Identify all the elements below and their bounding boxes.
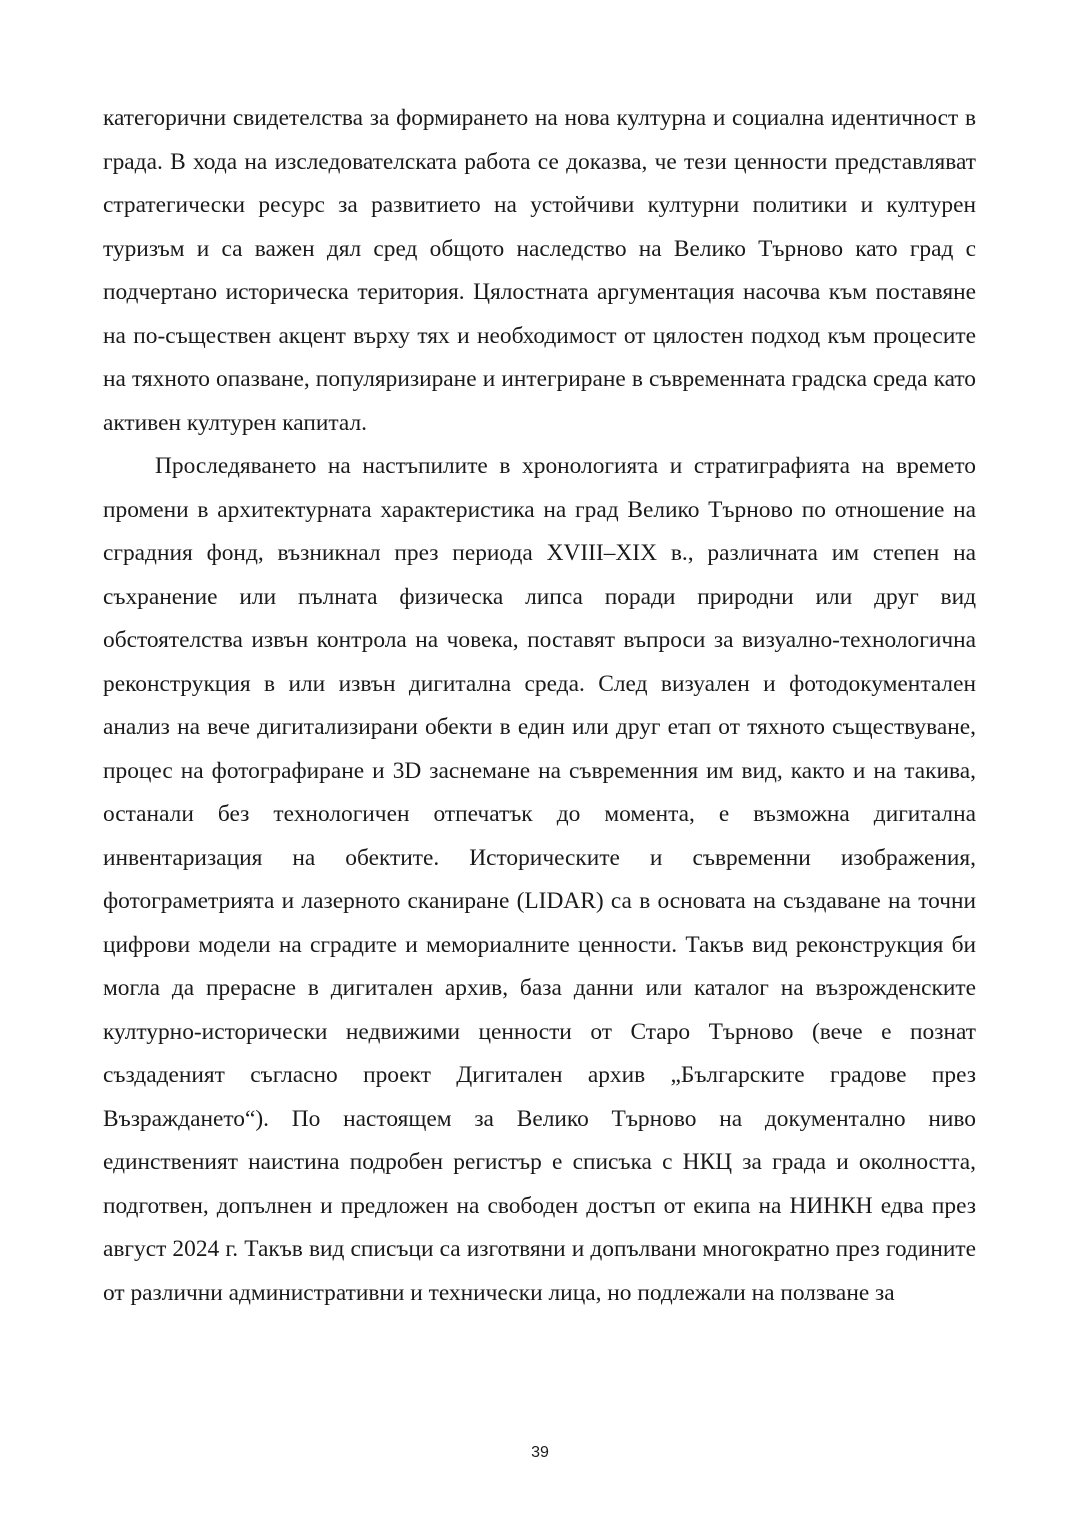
paragraph-continuation: категорични свидетелства за формирането на нова културна и социална идентичност в града. В хода на изследователската работа се доказва, че тези ценности представляват стратегически ресурс за развитието на устойчиви културни политики и културен туризъм и са важен дял сред общото наследство на Велико Търново като град с подчертано историческа територия. Цялостната аргументация насочва към поставяне на по-съществен акцент върху тях и необходимост от цялостен подход към процесите на тяхното опазване, популяризиране и интегриране в съвременната градска среда като активен културен капитал.: [103, 105, 976, 436]
page-number: 39: [531, 1444, 549, 1461]
text-body: [103, 97, 976, 1315]
paragraph-reconstruction: Проследяването на настъпилите в хронологията и стратиграфията на времето промени в архитектурната характеристика на град Велико Търново по отношение на сградния фонд, възникнал през периода XVIII–XIX в., различната им степен на съхранение или пълната физическа липса поради природни или друг вид обстоятелства извън контрола на човека, поставят въпроси за визуално-технологична реконструкция в или извън дигитална среда. След визуален и фотодокументален анализ на вече дигитализирани обекти в един или друг етап от тяхното съществуване, процес на фотографиране и 3D заснемане на съвременния им вид, както и на такива, останали без технологичен отпечатък до момента, е възможна дигитална инвентаризация на обектите. Историческите и съвременни изображения, фотограметрията и лазерното сканиране (LIDAR) са в основата на създаване на точни цифрови модели на сградите и мемориалните ценности. Такъв вид реконструкция би могла да прерасне в дигитален архив, база данни или каталог на възрожденските културно-исторически недвижими ценности от Старо Търново (вече е познат създаденият съгласно проект Дигитален архив „Българските градове през Възраждането“). По настоящем за Велико Търново на документално ниво единственият наистина подробен регистър е списъка с НКЦ за града и околността, подготвен, допълнен и предложен на свободен достъп от екипа на НИНКН едва през август 2024 г. Такъв вид списъци са изготвяни и допълвани многократно през годините от различни административни и технически лица, но подлежали на ползване за: [103, 453, 976, 1306]
